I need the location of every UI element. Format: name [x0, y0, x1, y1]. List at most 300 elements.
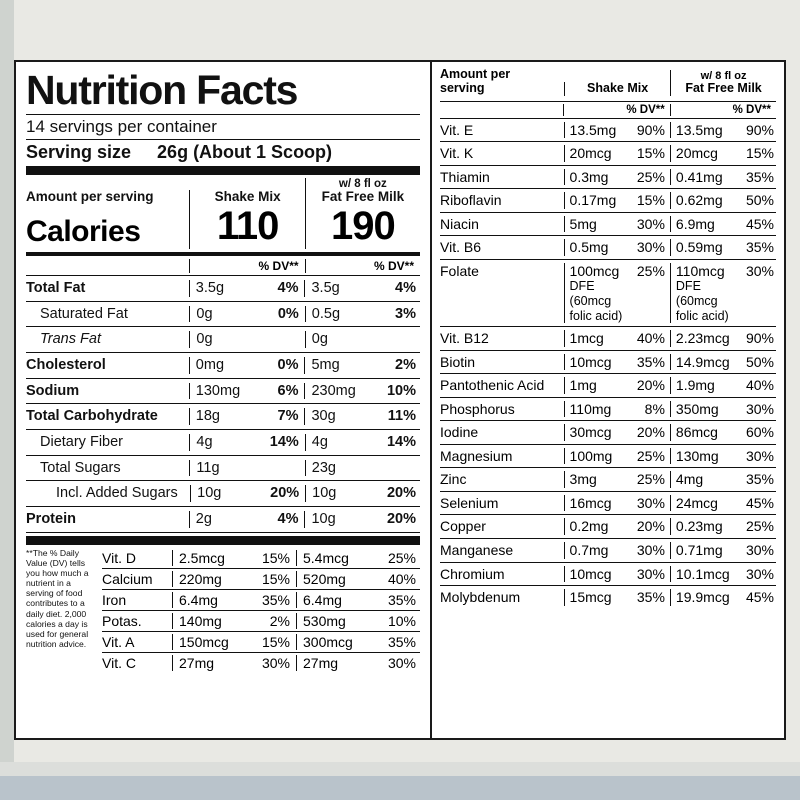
right-amount-per-serving-line1: Amount per [440, 67, 511, 81]
vitamin-dv-fat-free-milk: 25% [387, 549, 416, 566]
vitamin-dv-shake-mix: 15% [261, 570, 290, 587]
vitamin-dv-shake-mix: 30% [261, 654, 290, 671]
nutrient-name: Cholesterol [26, 357, 106, 374]
nutrient-name: Total Carbohydrate [26, 408, 158, 425]
serving-size-label: Serving size [26, 141, 132, 162]
nutrient-dv-fat-free-milk: 20% [386, 511, 417, 528]
nutrient-amount-fat-free-milk [670, 448, 738, 465]
nutrient-amount-shake-mix [564, 239, 632, 256]
nutrient-name: Riboflavin [440, 192, 502, 209]
calories-shake-mix: 110 [189, 204, 304, 249]
nutrient-amount-fat-free-milk-value: 350mg [675, 400, 719, 417]
nutrient-name: Biotin [440, 353, 476, 370]
nutrient-dv-fat-free-milk: 11% [387, 408, 417, 425]
right-column-header-row [440, 68, 776, 99]
vitamin-dv-shake-mix: 15% [261, 633, 290, 650]
divider [26, 480, 420, 481]
nutrient-dv-fat-free-milk: 3% [395, 305, 416, 322]
nutrient-amount-shake-mix: 10g [190, 485, 264, 502]
nutrient-amount-fat-free-milk-value: 110mcg [675, 262, 725, 279]
nutrient-name: Protein [26, 511, 76, 528]
vitamin-dv-shake-mix: 2% [269, 612, 290, 629]
calories-fat-free-milk: 190 [305, 204, 420, 249]
table-row [26, 483, 420, 504]
nutrient-name: Phosphorus [440, 400, 515, 417]
nutrient-amount-fat-free-milk-value: 86mcg [675, 424, 718, 441]
vitamin-amount-fat-free-milk: 300mcg [296, 634, 376, 650]
vitamin-dv-fat-free-milk: 40% [387, 570, 416, 587]
nutrient-dv-fat-free-milk: 50% [745, 192, 774, 209]
table-row [440, 491, 776, 515]
nutrient-amount-shake-mix-value: 15mcg [569, 589, 612, 606]
nutrient-amount-shake-mix [564, 216, 632, 233]
vitamin-dv-fat-free-milk: 35% [387, 633, 416, 650]
nutrient-dv-shake-mix: 0% [277, 357, 299, 374]
nutrient-dv-fat-free-milk: 20% [386, 485, 416, 502]
table-row [26, 381, 420, 402]
right-column-header-shake-mix: Shake Mix [564, 82, 670, 96]
nutrient-amount-shake-mix-value: 1mcg [569, 330, 604, 347]
nutrient-dv-shake-mix: 30% [636, 215, 665, 232]
table-row [440, 444, 776, 468]
column-header-fat-free-milk-line1: w/ 8 fl oz [338, 177, 387, 190]
column-header-fat-free-milk [305, 178, 420, 204]
table-row [440, 212, 776, 236]
nutrient-amount-fat-free-milk [670, 122, 738, 139]
serving-size-value: 26g (About 1 Scoop) [157, 141, 333, 162]
nutrient-amount-fat-free-milk [670, 263, 738, 324]
table-row [26, 406, 420, 427]
table-row [26, 355, 420, 376]
nutrient-dv-shake-mix: 25% [636, 447, 665, 464]
nutrient-amount-fat-free-milk-value: 14.9mcg [675, 353, 730, 370]
nutrition-facts-panel [14, 60, 432, 740]
nutrient-amount-fat-free-milk [670, 589, 738, 606]
nutrient-name: Total Fat [26, 280, 86, 297]
daily-value-footnote: **The % Daily Value (DV) tells you how much a nutrient in a serving of food contributes to a daily diet. 2,000 calories a day is used for general nutrition advice. [26, 547, 89, 650]
nutrient-amount-fat-free-milk [670, 471, 738, 488]
vitamin-amount-fat-free-milk: 520mg [296, 571, 376, 587]
nutrient-name: Sodium [26, 382, 80, 399]
left-column-header-row [26, 178, 420, 204]
nutrient-amount-fat-free-milk: 23g [305, 460, 379, 477]
vitamin-name: Iron [102, 591, 127, 608]
nutrient-amount-fat-free-milk-value: 19.9mcg [675, 589, 730, 606]
nutrient-dv-fat-free-milk: 35% [745, 239, 774, 256]
nutrient-name: Trans Fat [40, 331, 101, 348]
image-edge-bottom [0, 776, 800, 800]
nutrient-dv-shake-mix: 90% [636, 121, 665, 138]
table-row [440, 259, 776, 327]
table-row [440, 350, 776, 374]
nutrient-amount-shake-mix-value: 5mg [569, 215, 597, 232]
table-row [26, 304, 420, 325]
vitamin-amount-shake-mix: 140mg [172, 613, 252, 629]
nutrient-amount-shake-mix: 11g [189, 460, 263, 477]
table-row [102, 568, 420, 589]
nutrient-dv-shake-mix: 20% [270, 485, 300, 502]
right-dv-header-fat-free-milk: % DV** [670, 104, 776, 116]
nutrient-amount-fat-free-milk [670, 216, 738, 233]
table-row [26, 432, 420, 453]
right-amount-per-serving-label [440, 68, 564, 96]
nutrient-dv-shake-mix: 20% [636, 518, 665, 535]
nutrient-amount-fat-free-milk: 4g [305, 434, 379, 451]
vitamin-amount-shake-mix: 27mg [172, 655, 252, 671]
nutrient-name: Saturated Fat [40, 305, 128, 322]
calories-label: Calories [26, 215, 141, 249]
nutrient-amount-shake-mix-value: 0.17mg [569, 192, 617, 209]
table-row [440, 514, 776, 538]
nutrient-dv-fat-free-milk: 30% [745, 262, 774, 279]
nutrient-dv-shake-mix: 15% [636, 145, 665, 162]
nutrient-amount-fat-free-milk-value: 6.9mg [675, 215, 715, 232]
nutrient-dv-fat-free-milk: 90% [745, 121, 774, 138]
nutrient-amount-fat-free-milk-value: 0.71mg [675, 542, 723, 558]
nutrient-amount-fat-free-milk: 30g [304, 408, 379, 425]
vitamin-dv-fat-free-milk: 10% [387, 612, 416, 629]
divider [26, 139, 420, 140]
table-row [440, 118, 776, 142]
nutrient-dv-shake-mix: 20% [636, 424, 665, 441]
vitamins-continued-panel [432, 60, 786, 740]
table-row [440, 467, 776, 491]
nutrient-amount-fat-free-milk [670, 542, 738, 559]
vitamin-rows [102, 548, 420, 673]
table-row [440, 141, 776, 165]
right-daily-value-header-row [440, 104, 776, 118]
nutrient-amount-fat-free-milk-value: 1.9mg [675, 377, 715, 394]
vitamin-amount-shake-mix: 2.5mcg [172, 550, 252, 566]
nutrient-dv-shake-mix: 35% [636, 353, 665, 370]
nutrient-amount-shake-mix [564, 589, 632, 606]
nutrient-dv-shake-mix: 25% [636, 471, 665, 488]
nutrient-name: Molybdenum [440, 589, 521, 606]
nutrient-dv-fat-free-milk: 35% [745, 168, 774, 185]
divider [26, 301, 420, 302]
nutrient-dv-fat-free-milk: 50% [745, 353, 774, 370]
table-row [440, 397, 776, 421]
nutrient-amount-shake-mix-value: 10mcg [569, 565, 612, 582]
divider [26, 506, 420, 507]
nutrient-dv-shake-mix: 6% [277, 382, 299, 399]
divider [26, 455, 420, 456]
nutrient-amount-shake-mix [564, 145, 632, 162]
nutrient-name: Vit. K [440, 145, 474, 162]
nutrient-dv-fat-free-milk: 45% [745, 589, 774, 606]
nutrient-name: Manganese [440, 542, 514, 558]
nutrient-amount-shake-mix [564, 192, 632, 209]
nutrient-name: Vit. B12 [440, 330, 489, 347]
nutrient-amount-shake-mix [564, 263, 632, 324]
nutrient-amount-fat-free-milk-value: 4mg [675, 471, 704, 488]
image-edge-left [0, 0, 14, 800]
right-dv-header-shake-mix: % DV** [563, 104, 669, 116]
nutrient-amount-fat-free-milk: 10g [305, 485, 379, 502]
nutrient-amount-shake-mix-value: 16mcg [569, 494, 612, 511]
table-row [26, 509, 420, 530]
nutrient-amount-shake-mix-value: 0.3mg [569, 168, 609, 185]
nutrient-amount-shake-mix [564, 424, 632, 441]
nutrient-amount-shake-mix: 4g [189, 434, 263, 451]
nutrient-dv-fat-free-milk: 45% [745, 215, 774, 232]
nutrient-amount-fat-free-milk: 230mg [304, 383, 379, 400]
nutrient-dv-fat-free-milk: 25% [745, 518, 774, 535]
nutrient-name: Pantothenic Acid [440, 377, 545, 394]
nutrient-amount-shake-mix [564, 377, 632, 394]
nutrient-dv-shake-mix: 30% [636, 542, 665, 558]
nutrient-amount-shake-mix: 0mg [189, 357, 264, 374]
nutrient-amount-fat-free-milk-value: 20mcg [675, 145, 718, 162]
nutrient-amount-fat-free-milk-value: 0.59mg [675, 239, 723, 256]
nutrient-amount-fat-free-milk-value: 0.41mg [675, 168, 723, 185]
nutrient-amount-shake-mix [564, 354, 632, 371]
vitamin-amount-fat-free-milk: 6.4mg [296, 592, 376, 608]
calories-row [26, 204, 420, 249]
divider [26, 532, 420, 533]
nutrient-dv-shake-mix: 14% [269, 434, 299, 451]
nutrient-dv-shake-mix: 25% [636, 262, 665, 279]
nutrient-amount-shake-mix: 0g [189, 306, 263, 323]
nutrient-amount-fat-free-milk [670, 566, 738, 583]
right-column-header-fat-free-milk-line1: w/ 8 fl oz [700, 69, 747, 82]
divider-medium [26, 252, 420, 256]
right-nutrient-rows [440, 118, 776, 609]
nutrient-amount-shake-mix [564, 566, 632, 583]
nutrient-amount-shake-mix-value: 0.7mg [569, 542, 609, 558]
divider [26, 352, 420, 353]
table-row [440, 585, 776, 609]
vitamin-dv-fat-free-milk: 35% [387, 591, 416, 608]
nutrient-dv-shake-mix: 0% [277, 305, 299, 322]
nutrient-name: Incl. Added Sugars [56, 485, 178, 502]
table-row [440, 420, 776, 444]
nutrient-amount-shake-mix [564, 122, 632, 139]
vitamin-dv-shake-mix: 15% [261, 549, 290, 566]
divider [26, 114, 420, 115]
nutrient-dv-shake-mix: 7% [277, 408, 299, 425]
nutrient-name: Vit. E [440, 121, 474, 138]
nutrient-amount-fat-free-milk [670, 145, 738, 162]
nutrient-amount-shake-mix [564, 495, 632, 512]
column-header-shake-mix: Shake Mix [189, 190, 304, 204]
daily-value-header-row [26, 259, 420, 273]
amount-per-serving-label: Amount per serving [26, 188, 154, 204]
nutrient-amount-fat-free-milk-value: 2.23mcg [675, 330, 730, 347]
table-row [440, 562, 776, 586]
nutrient-amount-fat-free-milk: 0g [305, 331, 379, 348]
nutrient-amount-fat-free-milk-value: 10.1mcg [675, 565, 730, 582]
nutrient-name: Zinc [440, 471, 467, 488]
table-row [26, 278, 420, 299]
vitamin-name: Potas. [102, 612, 142, 629]
serving-size-row [26, 142, 420, 163]
nutrient-amount-fat-free-milk [670, 518, 738, 535]
vitamin-name: Calcium [102, 570, 153, 587]
nutrient-dv-shake-mix: 35% [636, 589, 665, 606]
nutrient-name: Iodine [440, 424, 479, 441]
nutrient-dv-shake-mix: 4% [277, 280, 299, 297]
nutrient-name: Copper [440, 518, 486, 535]
table-row [440, 188, 776, 212]
nutrient-amount-fat-free-milk [670, 495, 738, 512]
vitamin-dv-shake-mix: 35% [261, 591, 290, 608]
table-row [440, 235, 776, 259]
nutrient-amount-fat-free-milk-note: DFE (60mcg folic acid) [675, 279, 729, 323]
vitamin-name: Vit. A [102, 633, 135, 650]
spacer [440, 104, 563, 116]
nutrient-dv-fat-free-milk: 15% [745, 145, 774, 162]
vitamin-amount-shake-mix: 150mcg [172, 634, 252, 650]
nutrient-dv-shake-mix: 8% [644, 400, 665, 417]
nutrient-dv-fat-free-milk: 30% [745, 400, 774, 417]
divider [26, 429, 420, 430]
column-header-fat-free-milk-line2: Fat Free Milk [321, 188, 405, 204]
divider-thick [26, 166, 420, 175]
dv-header-fat-free-milk: % DV** [305, 259, 420, 273]
nutrient-dv-shake-mix: 4% [277, 511, 299, 528]
table-row [102, 631, 420, 652]
nutrient-name: Vit. B6 [440, 239, 481, 256]
table-row [26, 329, 420, 350]
nutrient-amount-shake-mix [564, 330, 632, 347]
nutrient-dv-shake-mix: 20% [636, 377, 665, 394]
nutrient-amount-fat-free-milk [670, 377, 738, 394]
nutrient-amount-fat-free-milk [670, 424, 738, 441]
table-row [102, 610, 420, 631]
nutrient-dv-fat-free-milk: 4% [395, 280, 417, 297]
nutrient-amount-fat-free-milk [670, 192, 738, 209]
table-row [102, 548, 420, 568]
nutrient-amount-shake-mix [564, 401, 632, 418]
nutrient-dv-fat-free-milk: 2% [395, 357, 417, 374]
table-row [102, 652, 420, 673]
vitamin-amount-shake-mix: 220mg [172, 571, 252, 587]
nutrient-dv-fat-free-milk: 35% [745, 471, 774, 488]
nutrient-amount-fat-free-milk-value: 130mg [675, 447, 719, 464]
nutrient-name: Thiamin [440, 168, 490, 185]
right-column-header-fat-free-milk-line2: Fat Free Milk [685, 80, 762, 95]
nutrient-amount-fat-free-milk [670, 354, 738, 371]
nutrient-amount-shake-mix [564, 448, 632, 465]
nutrient-amount-fat-free-milk-value: 0.23mg [675, 518, 723, 535]
nutrient-amount-shake-mix-note: DFE (60mcg folic acid) [569, 279, 623, 323]
nutrient-name: Folate [440, 262, 479, 279]
table-row [440, 165, 776, 189]
right-column-header-fat-free-milk [670, 70, 776, 96]
nutrient-dv-fat-free-milk: 40% [745, 377, 774, 394]
nutrient-dv-fat-free-milk: 90% [745, 330, 774, 347]
nutrient-amount-fat-free-milk [670, 239, 738, 256]
nutrient-rows [26, 278, 420, 533]
nutrient-dv-fat-free-milk: 45% [745, 494, 774, 511]
nutrient-amount-shake-mix-value: 100mcg [569, 262, 620, 279]
nutrient-amount-shake-mix: 3.5g [189, 280, 264, 297]
vitamin-dv-fat-free-milk: 30% [387, 654, 416, 671]
nutrient-amount-fat-free-milk-value: 24mcg [675, 494, 718, 511]
nutrient-amount-shake-mix-value: 20mcg [569, 145, 612, 162]
vitamin-name: Vit. D [102, 549, 136, 566]
nutrient-dv-fat-free-milk: 14% [386, 434, 416, 451]
nutrient-amount-shake-mix: 130mg [189, 383, 264, 400]
nutrient-amount-fat-free-milk: 5mg [304, 357, 379, 374]
nutrient-dv-fat-free-milk: 30% [745, 447, 774, 464]
vitamin-amount-shake-mix: 6.4mg [172, 592, 252, 608]
divider [26, 275, 420, 276]
nutrient-dv-fat-free-milk: 10% [386, 382, 417, 399]
nutrient-amount-shake-mix-value: 13.5mg [569, 121, 617, 138]
nutrient-amount-shake-mix [564, 471, 632, 488]
nutrient-dv-fat-free-milk: 60% [745, 424, 774, 441]
divider [26, 326, 420, 327]
nutrient-name: Niacin [440, 215, 479, 232]
nutrient-amount-fat-free-milk: 10g [304, 511, 379, 528]
nutrient-amount-shake-mix-value: 10mcg [569, 353, 612, 370]
nutrient-name: Magnesium [440, 447, 513, 464]
nutrient-dv-shake-mix: 30% [636, 239, 665, 256]
nutrient-dv-fat-free-milk: 30% [745, 565, 774, 582]
nutrient-amount-shake-mix [564, 169, 632, 186]
table-row [102, 589, 420, 610]
nutrient-amount-shake-mix-value: 3mg [569, 471, 597, 488]
nutrient-dv-fat-free-milk: 30% [745, 542, 774, 558]
divider [26, 378, 420, 379]
nutrient-name: Selenium [440, 494, 499, 511]
nutrient-amount-fat-free-milk-value: 13.5mg [675, 121, 723, 138]
table-row [440, 373, 776, 397]
nutrient-amount-shake-mix: 2g [189, 511, 264, 528]
nutrient-amount-shake-mix: 18g [189, 408, 264, 425]
nutrient-amount-shake-mix [564, 542, 632, 559]
nutrient-amount-shake-mix: 0g [189, 331, 263, 348]
dv-header-shake-mix: % DV** [189, 259, 304, 273]
table-row [440, 538, 776, 562]
table-row [440, 326, 776, 350]
nutrient-amount-fat-free-milk: 3.5g [304, 280, 379, 297]
nutrient-amount-shake-mix [564, 518, 632, 535]
nutrient-dv-shake-mix: 30% [636, 494, 665, 511]
spacer [26, 259, 189, 273]
divider [26, 403, 420, 404]
nutrient-amount-shake-mix-value: 30mcg [569, 424, 612, 441]
vitamin-amount-fat-free-milk: 530mg [296, 613, 376, 629]
nutrient-dv-shake-mix: 25% [636, 168, 665, 185]
divider-thick [26, 536, 420, 545]
nutrient-amount-shake-mix-value: 110mg [569, 400, 612, 417]
nutrient-dv-shake-mix: 30% [636, 565, 665, 582]
nutrient-dv-shake-mix: 15% [636, 192, 665, 209]
nutrient-dv-shake-mix: 40% [636, 330, 665, 347]
nutrient-amount-shake-mix-value: 0.2mg [569, 518, 609, 535]
image-edge-bottom-light [0, 762, 800, 776]
nutrient-amount-fat-free-milk [670, 169, 738, 186]
footnote-and-vitamins [26, 548, 420, 673]
vitamin-amount-fat-free-milk: 5.4mcg [296, 550, 376, 566]
divider [440, 101, 776, 102]
page-title: Nutrition Facts [26, 67, 298, 113]
nutrient-name: Dietary Fiber [40, 434, 123, 451]
nutrient-amount-fat-free-milk: 0.5g [305, 306, 379, 323]
table-row [26, 458, 420, 479]
nutrient-amount-shake-mix-value: 100mg [569, 447, 613, 464]
nutrient-name: Total Sugars [40, 459, 121, 476]
nutrient-amount-shake-mix-value: 0.5mg [569, 239, 609, 256]
nutrient-amount-fat-free-milk [670, 401, 738, 418]
nutrient-amount-fat-free-milk [670, 330, 738, 347]
servings-per-container: 14 servings per container [26, 116, 217, 136]
vitamin-amount-fat-free-milk: 27mg [296, 655, 376, 671]
nutrient-amount-shake-mix-value: 1mg [569, 377, 597, 394]
